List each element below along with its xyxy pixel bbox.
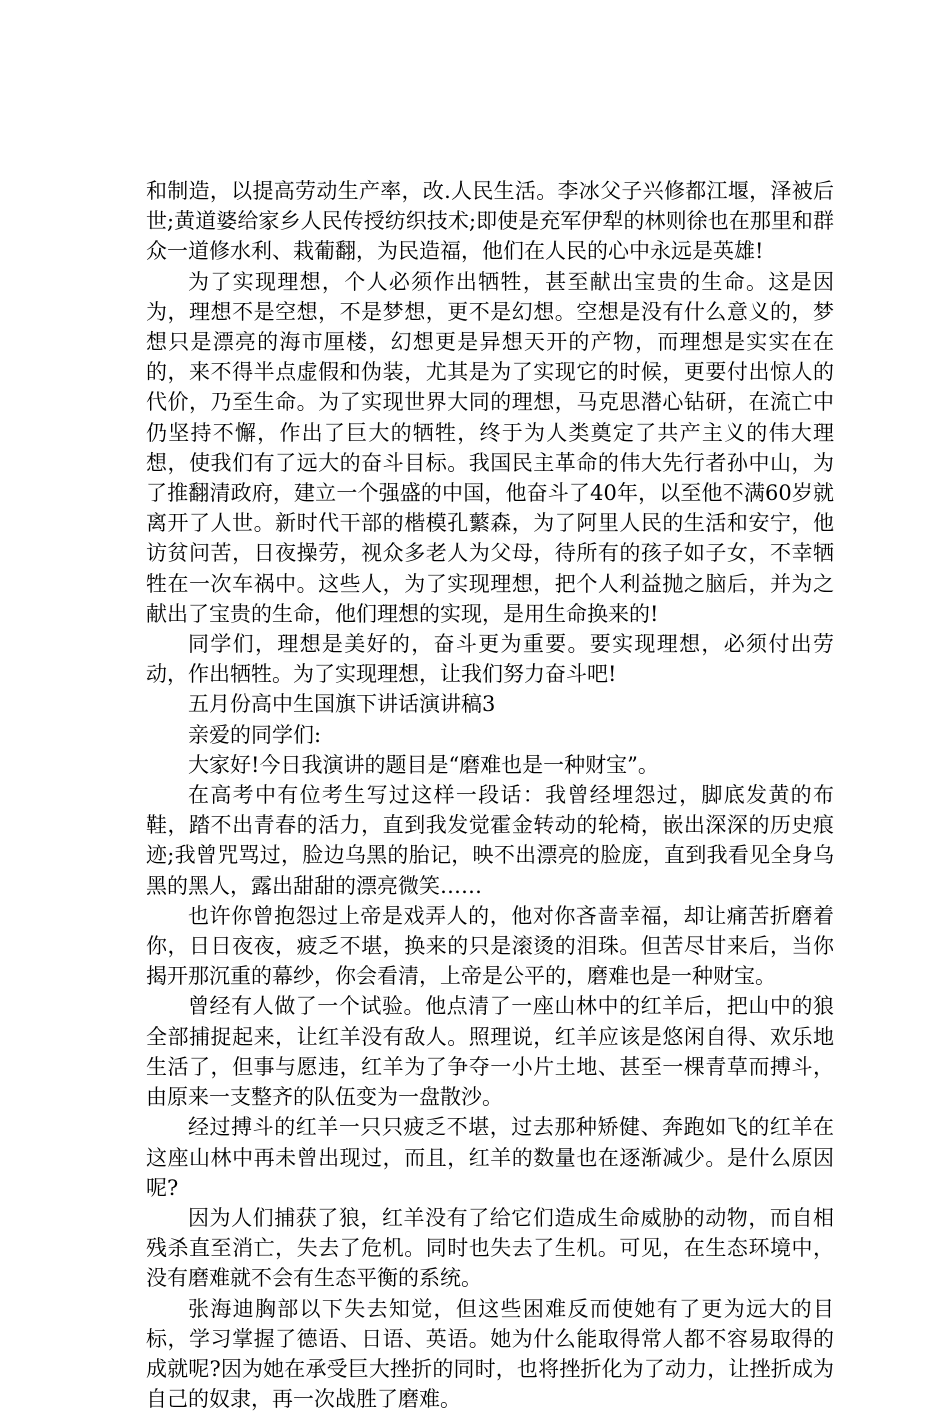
section-title: 五月份高中生国旗下讲话演讲稿3 bbox=[188, 692, 496, 717]
salutation: 亲爱的同学们: bbox=[188, 722, 322, 747]
paragraph: 张海迪胸部以下失去知觉，但这些困难反而使她有了更为远大的目标，学习掌握了德语、日语、英语。她为什么能取得常人都不容易取得的成就呢?因为她在承受巨大挫折的同时，也将挫折化为了动力，让挫折成为自己的奴隶，再一次战胜了磨难。 bbox=[146, 1296, 834, 1412]
paragraph: 经过搏斗的红羊一只只疲乏不堪，过去那种矫健、奔跑如飞的红羊在这座山林中再未曾出现过，而且，红羊的数量也在逐渐减少。是什么原因呢? bbox=[146, 1115, 834, 1200]
paragraph: 因为人们捕获了狼，红羊没有了给它们造成生命威胁的动物，而自相残杀直至消亡，失去了危机。同时也失去了生机。可见，在生态环境中，没有磨难就不会有生态平衡的系统。 bbox=[146, 1205, 834, 1291]
paragraph-continued: 和制造，以提高劳动生产率，改.人民生活。李冰父子兴修都江堰，泽被后世;黄道婆给家乡人民传授纺织技术;即使是充军伊犁的林则徐也在那里和群众一道修水利、栽葡翻，为民造福，他们在人民的心中永远是英雄! bbox=[146, 179, 834, 264]
paragraph: 为了实现理想，个人必须作出牺牲，甚至献出宝贵的生命。这是因为，理想不是空想，不是梦想，更不是幻想。空想是没有什么意义的，梦想只是漂亮的海市厘楼，幻想更是异想天开的产物，而理想是实实在在的，来不得半点虚假和伪装，尤其是为了实现它的时候，更要付出惊人的代价，乃至生命。为了实现世界大同的理想，马克思潜心钻研，在流亡中仍坚持不懈，作出了巨大的牺牲，终于为人类奠定了共产主义的伟大理想，使我们有了远大的奋斗目标。我国民主革命的伟大先行者孙中山，为了推翻清政府，建立一个强盛的中国，他奋斗了40年，以至他不满60岁就离开了人世。新时代干部的楷模孔蘩森，为了阿里人民的生活和安宁，他访贫问苦，日夜操劳，视众多老人为父母，待所有的孩子如子女，不幸牺牲在一次车祸中。这些人，为了实现理想，把个人利益抛之脑后，并为之献出了宝贵的生命，他们理想的实现，是用生命换来的! bbox=[146, 269, 834, 626]
paragraph: 曾经有人做了一个试验。他点清了一座山林中的红羊后，把山中的狼全部捕捉起来，让红羊没有敌人。照理说，红羊应该是悠闲自得、欢乐地生活了，但事与愿违，红羊为了争夺一小片土地、甚至一棵青草而搏斗，由原来一支整齐的队伍变为一盘散沙。 bbox=[146, 994, 834, 1110]
paragraph: 在高考中有位考生写过这样一段话：我曾经埋怨过，脚底发黄的布鞋，踏不出青春的活力，直到我发觉霍金转动的轮椅，嵌出深深的历史痕迹;我曾咒骂过，脸边乌黑的胎记，映不出漂亮的脸庞，直到我看见全身乌黑的黑人，露出甜甜的漂亮微笑…… bbox=[146, 783, 834, 898]
paragraph: 同学们，理想是美好的，奋斗更为重要。要实现理想，必须付出劳动，作出牺牲。为了实现理想，让我们努力奋斗吧! bbox=[146, 632, 834, 687]
paragraph: 大家好!今日我演讲的题目是“磨难也是一种财宝”。 bbox=[188, 752, 659, 777]
document-page bbox=[146, 176, 834, 1414]
paragraph: 也许你曾抱怨过上帝是戏弄人的，他对你吝啬幸福，却让痛苦折磨着你，日日夜夜，疲乏不堪，换来的只是滚烫的泪珠。但苦尽甘来后，当你揭开那沉重的幕纱，你会看清，上帝是公平的，磨难也是一种财宝。 bbox=[146, 903, 834, 989]
